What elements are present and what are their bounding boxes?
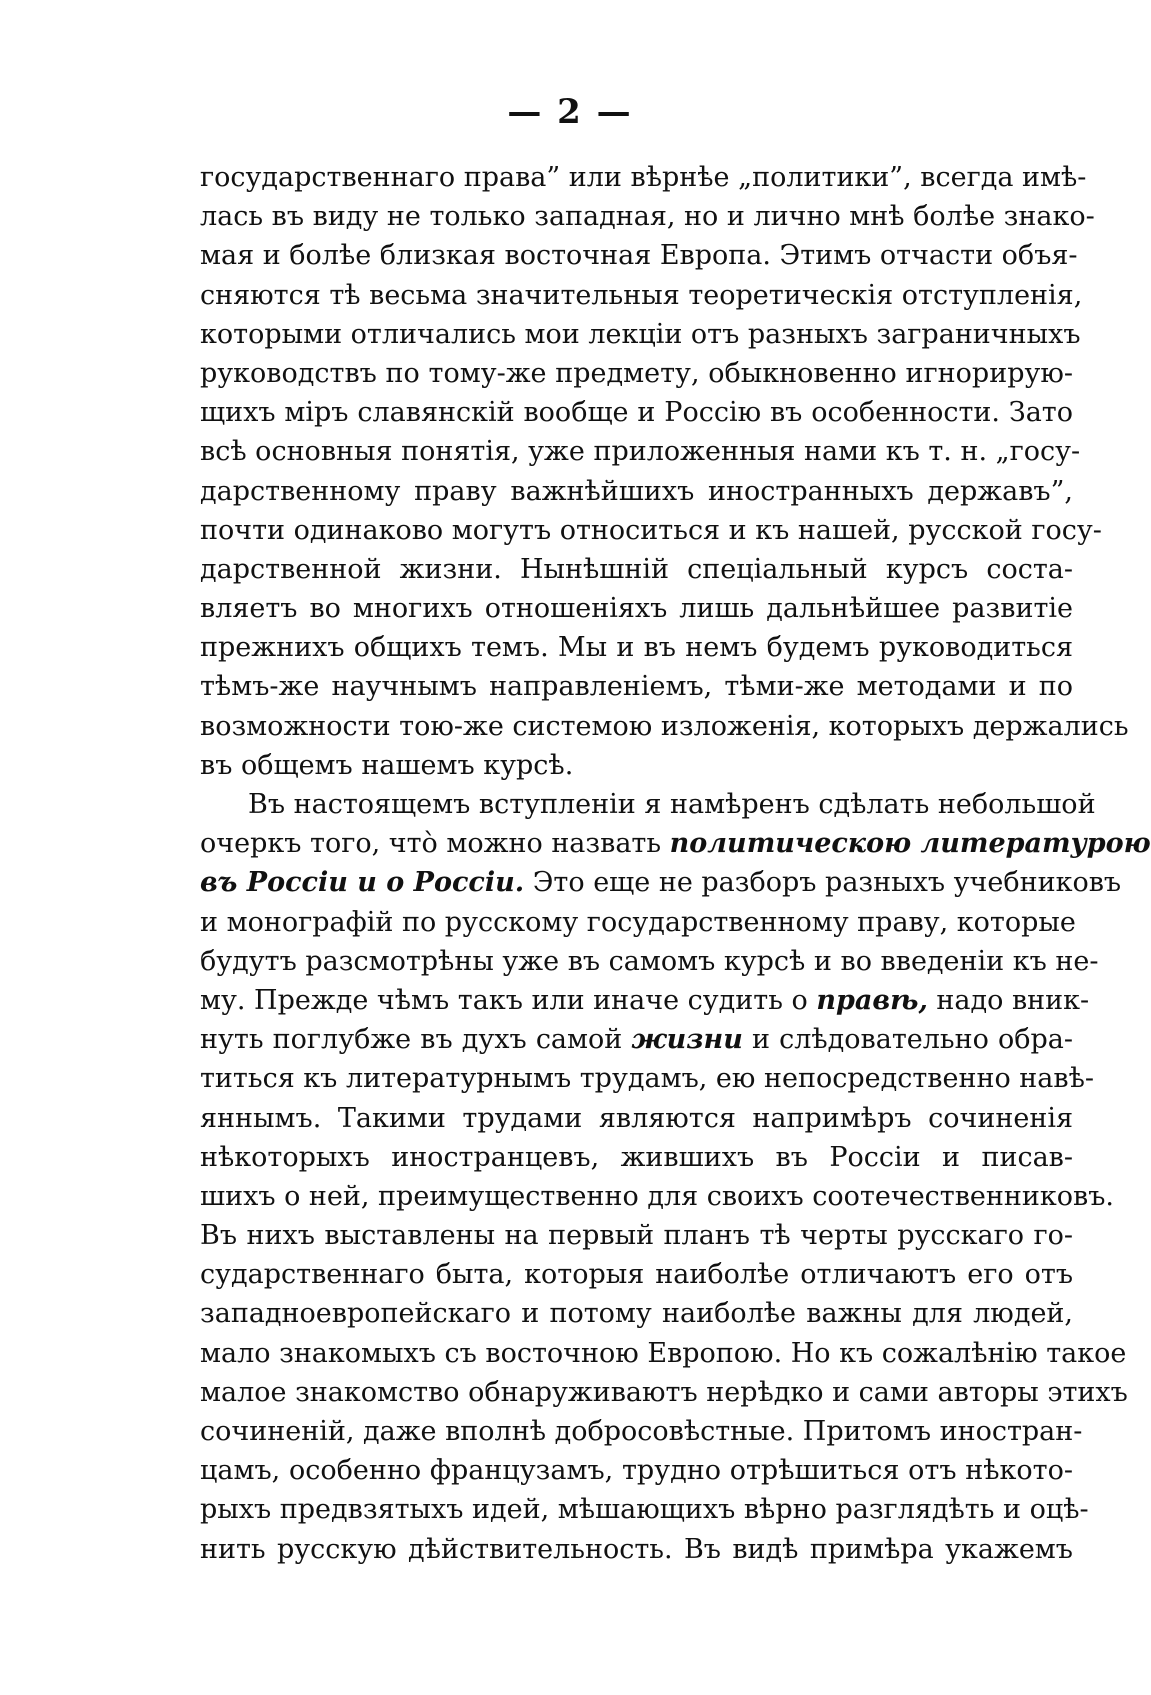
text-line: тѣмъ-же научнымъ направленіемъ, тѣми-же методами и по xyxy=(200,671,1073,703)
emphasis-text: въ Россіи и о Россіи. xyxy=(200,867,525,899)
text-line: нѣкоторыхъ иностранцевъ, жившихъ въ Россіи и писав- xyxy=(200,1141,1073,1173)
emphasis-text: политическою литературою xyxy=(669,828,1151,860)
text-line: Въ настоящемъ вступленіи я намѣренъ сдѣлать небольшой xyxy=(248,789,1096,820)
paragraph-2 xyxy=(200,785,1151,1569)
text-line: и монографій по русскому государственному праву, которые xyxy=(200,906,1076,938)
text-line: дарственному праву важнѣйшихъ иностранныхъ державъ”, xyxy=(200,475,1073,507)
text-line: мая и болѣе близкая восточная Европа. Этимъ отчасти объя- xyxy=(200,240,1078,272)
text-line: прежнихъ общихъ темъ. Мы и въ немъ будемъ руководиться xyxy=(200,632,1073,664)
text-line: нить русскую дѣйствительность. Въ видѣ примѣра укажемъ xyxy=(200,1533,1073,1565)
text-line: титься къ литературнымъ трудамъ, ею непосредственно навѣ- xyxy=(200,1063,1094,1095)
paragraph-1 xyxy=(200,158,1129,785)
text-line: всѣ основныя понятія, уже приложенныя нами къ т. н. „госу- xyxy=(200,436,1081,468)
text-line xyxy=(200,863,1122,902)
text-line: возможности тою-же системою изложенія, которыхъ держались xyxy=(200,710,1129,742)
text-line: будутъ разсмотрѣны уже въ самомъ курсѣ и во введеніи къ не- xyxy=(200,945,1099,977)
text-line: мало знакомыхъ съ восточною Европою. Но къ сожалѣнію такое xyxy=(200,1337,1127,1369)
text-line: дарственной жизни. Нынѣшній спеціальный курсъ соста- xyxy=(200,553,1073,585)
text-line: которыми отличались мои лекціи отъ разныхъ заграничныхъ xyxy=(200,318,1081,350)
text-line: шихъ о ней, преимущественно для своихъ соотечественниковъ. xyxy=(200,1180,1114,1212)
text-line xyxy=(200,1020,1073,1059)
text-line: западноевропейскаго и потому наиболѣе важны для людей, xyxy=(200,1298,1073,1330)
text-run: надо вник- xyxy=(927,984,1090,1016)
text-run: нуть поглубже въ духъ самой xyxy=(200,1024,632,1056)
body-text xyxy=(200,158,1151,1569)
text-line: рыхъ предвзятыхъ идей, мѣшающихъ вѣрно разглядѣть и оцѣ- xyxy=(200,1494,1089,1526)
text-line: государственнаго права” или вѣрнѣе „политики”, всегда имѣ- xyxy=(200,162,1087,193)
text-run: и слѣдовательно обра- xyxy=(742,1024,1073,1056)
text-line: цамъ, особенно французамъ, трудно отрѣшиться отъ нѣкото- xyxy=(200,1455,1073,1487)
text-line: сняются тѣ весьма значительныя теоретическія отступленія, xyxy=(200,279,1083,311)
emphasis-text: правѣ, xyxy=(816,984,928,1016)
text-line: почти одинаково могутъ относиться и къ нашей, русской госу- xyxy=(200,514,1102,546)
text-run: Это еще не разборъ разныхъ учебниковъ xyxy=(524,867,1122,899)
text-line: лась въ виду не только западная, но и лично мнѣ болѣе знако- xyxy=(200,201,1095,233)
text-line xyxy=(200,824,1151,863)
emphasis-text: жизни xyxy=(631,1024,743,1056)
text-line: вляетъ во многихъ отношеніяхъ лишь дальнѣйшее развитіе xyxy=(200,593,1073,625)
text-line: руководствъ по тому-же предмету, обыкновенно игнорирую- xyxy=(200,357,1073,389)
text-line: сочиненій, даже вполнѣ добросовѣстные. Притомъ иностран- xyxy=(200,1416,1083,1447)
text-line: малое знакомство обнаруживаютъ нерѣдко и сами авторы этихъ xyxy=(200,1376,1128,1408)
text-line: Въ нихъ выставлены на первый планъ тѣ черты русскаго го- xyxy=(200,1220,1073,1252)
page-number: — 2 — xyxy=(507,92,633,132)
text-line: щихъ міръ славянскій вообще и Россію въ особенности. Зато xyxy=(200,397,1073,429)
text-line: яннымъ. Такими трудами являются напримѣръ сочиненія xyxy=(200,1102,1073,1134)
text-line xyxy=(200,981,1090,1020)
text-line: сударственнаго быта, которыя наиболѣе отличаютъ его отъ xyxy=(200,1259,1073,1291)
text-line: въ общемъ нашемъ курсѣ. xyxy=(200,749,574,781)
text-run: му. Прежде чѣмъ такъ или иначе судить о xyxy=(200,984,817,1016)
text-run: очеркъ того, что̀ можно назвать xyxy=(200,828,670,860)
